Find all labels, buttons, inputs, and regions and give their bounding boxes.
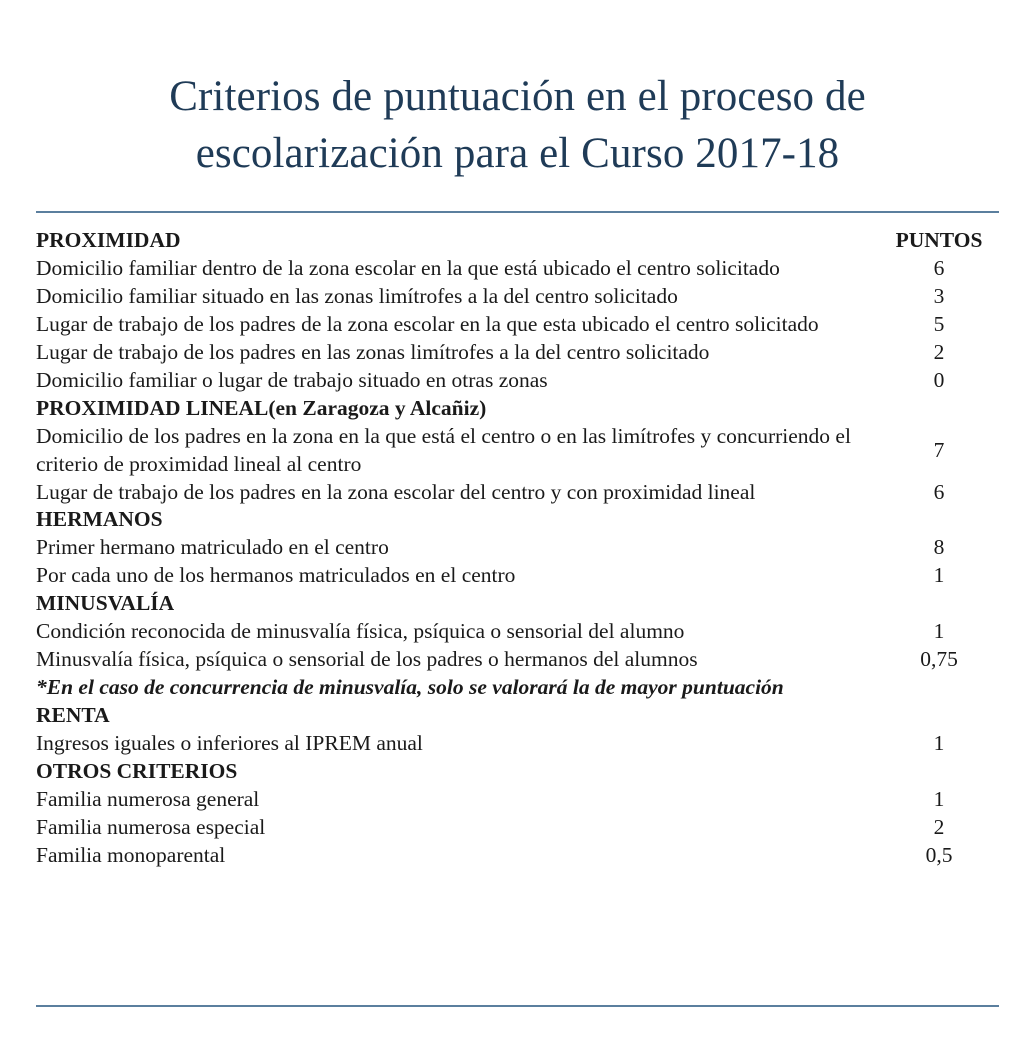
criterion-points: 1 xyxy=(933,786,945,811)
table-row xyxy=(36,339,999,367)
criterion-label: Minusvalía física, psíquica o sensorial de los padres o hermanos del alumnos xyxy=(36,647,698,672)
table-section-row xyxy=(36,395,999,423)
table-row xyxy=(36,618,999,646)
criteria-table-body xyxy=(36,227,999,870)
criterion-points xyxy=(879,506,999,534)
criterion-label: Lugar de trabajo de los padres en la zona escolar del centro y con proximidad lineal xyxy=(36,479,756,504)
table-row xyxy=(36,423,999,479)
table-row xyxy=(36,479,999,507)
document-page xyxy=(0,29,1035,1052)
criterion-points: PUNTOS xyxy=(895,228,983,253)
table-row xyxy=(36,311,999,339)
criterion-label: MINUSVALÍA xyxy=(36,591,175,616)
criterion-points: 0,5 xyxy=(925,842,953,867)
criterion-points: 5 xyxy=(933,311,945,336)
criterion-points: 0,75 xyxy=(920,647,958,672)
criterion-points: 1 xyxy=(933,563,945,588)
criterion-points: 2 xyxy=(933,339,945,364)
page-title: Criterios de puntuación en el proceso de escolarización para el Curso 2017-18 xyxy=(169,72,866,177)
criterion-label: Familia numerosa general xyxy=(36,786,260,811)
criterion-label: OTROS CRITERIOS xyxy=(36,758,238,783)
criterion-label: Familia monoparental xyxy=(36,842,226,867)
criterion-label: Primer hermano matriculado en el centro xyxy=(36,535,389,560)
table-section-row xyxy=(36,702,999,730)
criterion-label: HERMANOS xyxy=(36,507,163,532)
table-note-row xyxy=(36,674,999,702)
criterion-points: 0 xyxy=(933,367,945,392)
criterion-points xyxy=(879,702,999,730)
table-row xyxy=(36,367,999,395)
criterion-points xyxy=(879,590,999,618)
table-row xyxy=(36,842,999,870)
criterion-label: Condición reconocida de minusvalía física, psíquica o sensorial del alumno xyxy=(36,619,685,644)
criterion-label: Domicilio familiar o lugar de trabajo situado en otras zonas xyxy=(36,367,548,392)
criterion-label: Domicilio familiar dentro de la zona escolar en la que está ubicado el centro solicitado xyxy=(36,256,780,281)
criterion-points: 6 xyxy=(933,479,945,504)
criterion-points xyxy=(879,758,999,786)
table-row xyxy=(36,786,999,814)
footer-divider xyxy=(36,1005,999,1007)
criterion-label: RENTA xyxy=(36,703,110,728)
table-row xyxy=(36,562,999,590)
table-header-row xyxy=(36,227,999,255)
table-row xyxy=(36,534,999,562)
criterion-label: Lugar de trabajo de los padres en las zonas limítrofes a la del centro solicitado xyxy=(36,339,710,364)
table-section-row xyxy=(36,506,999,534)
table-row xyxy=(36,814,999,842)
criterion-label: Por cada uno de los hermanos matriculados en el centro xyxy=(36,563,516,588)
criterion-points: 6 xyxy=(933,256,945,281)
criterion-label: Domicilio familiar situado en las zonas limítrofes a la del centro solicitado xyxy=(36,283,678,308)
criterion-points: 1 xyxy=(933,730,945,755)
table-section-row xyxy=(36,758,999,786)
criterion-label: Domicilio de los padres en la zona en la que está el centro o en las limítrofes y concurriendo el criterio de proximidad lineal al centro xyxy=(36,423,851,476)
criterion-points: 8 xyxy=(933,535,945,560)
criterion-points: 3 xyxy=(933,283,945,308)
criterion-label: PROXIMIDAD xyxy=(36,228,181,253)
table-section-row xyxy=(36,590,999,618)
criterion-points: 7 xyxy=(933,437,945,462)
criterion-label: *En el caso de concurrencia de minusvalía, solo se valorará la de mayor puntuación xyxy=(36,675,784,700)
table-row xyxy=(36,283,999,311)
criterion-label: Familia numerosa especial xyxy=(36,814,266,839)
criterion-label: PROXIMIDAD LINEAL(en Zaragoza y Alcañiz) xyxy=(36,395,487,420)
criteria-table xyxy=(36,227,999,870)
criterion-points xyxy=(879,395,999,423)
criterion-points xyxy=(879,674,999,702)
criterion-label: Ingresos iguales o inferiores al IPREM anual xyxy=(36,730,423,755)
table-row xyxy=(36,730,999,758)
title-divider xyxy=(36,211,999,213)
criterion-points: 1 xyxy=(933,619,945,644)
criterion-points: 2 xyxy=(933,814,945,839)
criterion-label: Lugar de trabajo de los padres de la zona escolar en la que esta ubicado el centro solicitado xyxy=(36,311,819,336)
table-row xyxy=(36,646,999,674)
table-row xyxy=(36,255,999,283)
